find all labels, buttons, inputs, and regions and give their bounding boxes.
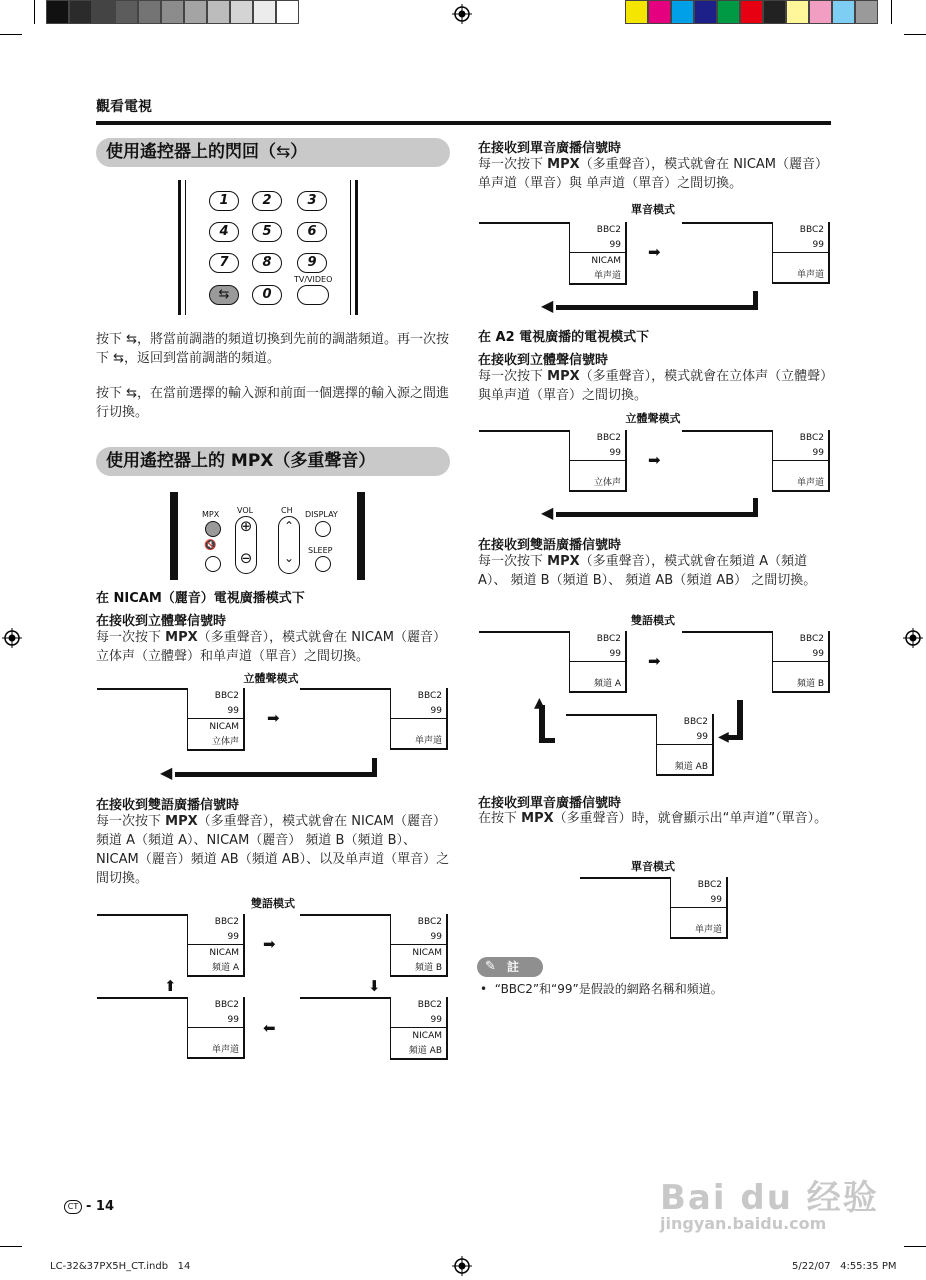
nicam-heading: 在 NICAM（麗音）電視廣播模式下	[96, 591, 305, 606]
remote-edge	[170, 492, 178, 580]
remote-edge	[350, 180, 351, 315]
flashback-title: 使用遙控器上的閃回（	[106, 142, 276, 162]
arrow-left-icon: ⬅	[263, 1019, 276, 1037]
flashback-paragraph-2: 按下 ⇆，在當前選擇的輸入源和前面一個選擇的輸入源之間進行切換。	[96, 386, 450, 420]
tv-screen	[390, 997, 448, 1060]
tv-nicam: NICAM	[391, 1027, 446, 1043]
arrow-down-icon: ⬇	[368, 977, 381, 995]
diagram-line	[97, 688, 188, 690]
tv-network: BBC2	[697, 880, 722, 890]
tv-network: BBC2	[799, 634, 824, 644]
color-swatch	[207, 0, 230, 24]
tv-nicam: NICAM	[188, 718, 243, 734]
tv-channel: 99	[710, 895, 722, 905]
diagram-line	[479, 222, 570, 224]
tv-channel: 99	[227, 1015, 239, 1025]
diagram-line	[682, 631, 773, 633]
tv-network: BBC2	[214, 691, 239, 701]
remote-edge	[185, 180, 186, 315]
tv-screen	[390, 914, 448, 977]
display-button[interactable]	[315, 521, 331, 537]
tv-mode: 頻道 A	[570, 661, 625, 691]
tv-screen	[656, 714, 714, 776]
text-run: （多重聲音），模式就會在頻道 A（頻道 A）、 頻道 B（頻道 B）、 頻道 AB（頻道 AB） 之間切換。	[478, 554, 817, 588]
tv-screen	[670, 877, 728, 939]
text-run: （多重聲音），模式就會在 NICAM（麗音）单声道（單音）與 单声道（單音）之間切換。	[478, 157, 829, 191]
flashback-title-pill	[96, 138, 450, 167]
a2-bilingual-heading: 在接收到雙語廣播信號時	[478, 538, 622, 553]
vol-rocker[interactable]	[235, 516, 257, 574]
mode-title: 立體聲模式	[625, 412, 681, 425]
tv-screen	[772, 222, 830, 284]
mpx-keyword: MPX	[521, 811, 554, 826]
color-swatch	[184, 0, 207, 24]
tv-mode: 頻道 AB	[657, 744, 712, 774]
return-arrow-bar	[556, 512, 758, 517]
tv-channel: 99	[430, 932, 442, 942]
tv-mode: 立体声	[211, 737, 239, 747]
tv-channel: 99	[227, 706, 239, 716]
a2-stereo-heading: 在接收到立體聲信號時	[478, 353, 609, 368]
file-name: LC-32&37PX5H_CT.indb 14	[50, 1261, 191, 1272]
mode-title: 單音模式	[631, 203, 675, 216]
flashback-key[interactable]: ⇆	[209, 285, 239, 305]
a2-stereo-paragraph	[478, 367, 833, 405]
tv-mode: 单声道	[671, 907, 726, 937]
diagram-line	[300, 688, 391, 690]
mpx-keyword: MPX	[165, 630, 198, 645]
remote-edge	[178, 180, 181, 315]
tv-network: BBC2	[417, 691, 442, 701]
arrow-right-icon: ➡	[263, 935, 276, 953]
mode-title: 單音模式	[631, 860, 675, 873]
key-2[interactable]: 2	[252, 191, 282, 211]
arrow-up-icon: ⬆	[164, 977, 177, 995]
return-arrow-bar	[175, 772, 377, 777]
registration-mark-icon	[2, 628, 22, 648]
key-6[interactable]: 6	[297, 222, 327, 242]
mono-heading: 在接收到單音廣播信號時	[478, 141, 622, 156]
tv-screen	[187, 688, 245, 751]
text-run: 每一次按下	[96, 630, 166, 645]
mpx-keyword: MPX	[547, 157, 580, 172]
color-swatch	[763, 0, 786, 24]
text-run: 在按下	[478, 811, 522, 826]
mpx-title: 使用遙控器上的 MPX（多重聲音）	[106, 451, 376, 471]
nicam-bilingual-paragraph	[96, 812, 454, 888]
tv-channel: 99	[430, 1015, 442, 1025]
key-7[interactable]: 7	[209, 253, 239, 273]
flashback-title-close: ）	[290, 142, 308, 162]
mono-paragraph	[478, 155, 833, 193]
flashback-paragraph-1: 按下 ⇆，將當前調諧的頻道切換到先前的調諧頻道。再一次按下 ⇆，返回到當前調諧的頻道。	[96, 332, 450, 366]
tv-network: BBC2	[214, 1000, 239, 1010]
note-label: 註	[507, 960, 520, 974]
color-swatch	[161, 0, 184, 24]
crop-mark	[891, 0, 892, 24]
remote-edge	[355, 180, 358, 315]
tv-screen	[569, 430, 627, 492]
return-arrow-bar	[556, 305, 758, 310]
arrow-right-icon: ➡	[648, 451, 661, 469]
tv-channel: 99	[812, 240, 824, 250]
return-arrow-bar	[372, 758, 377, 777]
key-3[interactable]: 3	[297, 191, 327, 211]
tv-channel: 99	[609, 240, 621, 250]
mpx-keyword: MPX	[547, 369, 580, 384]
tv-nicam: NICAM	[570, 252, 625, 268]
diagram-line	[479, 430, 570, 432]
color-swatch	[69, 0, 92, 24]
tv-channel: 99	[609, 649, 621, 659]
tv-mode: 頻道 B	[414, 963, 442, 973]
note-text: • “BBC2”和“99”是假設的網路名稱和頻道。	[480, 982, 723, 996]
arrow-right-icon: ➡	[648, 652, 661, 670]
tv-screen	[390, 688, 448, 750]
text-run: （多重聲音），模式就會在 NICAM（麗音） 頻道 A（頻道 A）、NICAM（麗音） 頻道 B（頻道 B）、NICAM（麗音）頻道 AB（頻道 AB）、以及单声道（單音）之間切換。	[96, 814, 450, 886]
note-body: “BBC2”和“99”是假設的網路名稱和頻道。	[494, 982, 723, 996]
mpx-keyword: MPX	[165, 814, 198, 829]
tv-screen	[187, 997, 245, 1059]
flashback-icon: ⇆	[276, 142, 291, 162]
registration-mark-icon	[452, 1256, 472, 1276]
color-swatch	[786, 0, 809, 24]
color-swatch	[92, 0, 115, 24]
color-swatch	[694, 0, 717, 24]
return-arrow-bar	[753, 498, 758, 517]
tv-mode: 单声道	[188, 1027, 243, 1057]
remote-edge	[357, 492, 365, 580]
note-tab	[477, 957, 543, 977]
arrow-right-icon: ➡	[267, 709, 280, 727]
paperclip-icon: ✎	[485, 959, 496, 974]
up-arrow-bar	[539, 738, 555, 743]
tv-mode: 頻道 B	[773, 661, 828, 691]
tv-channel: 99	[812, 448, 824, 458]
tv-network: BBC2	[799, 225, 824, 235]
color-swatch	[671, 0, 694, 24]
nicam-stereo-heading: 在接收到立體聲信號時	[96, 614, 227, 629]
color-swatch	[625, 0, 648, 24]
watermark-url: jingyan.baidu.com	[660, 1214, 827, 1233]
arrow-left-icon: ◀	[541, 503, 554, 522]
arrow-right-icon: ➡	[648, 243, 661, 261]
text-run: 每一次按下	[478, 157, 548, 172]
mode-title: 雙語模式	[251, 897, 295, 910]
section-title: 觀看電視	[96, 99, 152, 115]
tv-screen	[569, 222, 627, 285]
tv-screen	[772, 430, 830, 492]
text-run: 每一次按下	[96, 814, 166, 829]
crop-mark	[34, 0, 35, 24]
registration-mark-icon	[452, 4, 472, 24]
key-1[interactable]: 1	[209, 191, 239, 211]
color-swatch	[809, 0, 832, 24]
ch-up-icon: ⌃	[283, 519, 295, 533]
tv-network: BBC2	[214, 917, 239, 927]
tv-mode: 单声道	[773, 460, 828, 490]
tv-channel: 99	[227, 932, 239, 942]
tv-mode: 单声道	[391, 718, 446, 748]
text-run: （多重聲音），模式就會在立体声（立體聲）與单声道（單音）之間切換。	[478, 369, 827, 403]
mpx-label: MPX	[202, 510, 220, 519]
diagram-line	[97, 997, 188, 999]
tv-channel: 99	[430, 706, 442, 716]
a2-mono-paragraph	[478, 809, 833, 828]
diagram-line	[682, 222, 773, 224]
key-5[interactable]: 5	[252, 222, 282, 242]
a2-heading: 在 A2 電視廣播的電視模式下	[478, 330, 650, 345]
language-badge: CT	[64, 1200, 82, 1214]
tv-network: BBC2	[596, 225, 621, 235]
tv-network: BBC2	[596, 433, 621, 443]
arrow-up-icon: ▲	[534, 695, 545, 711]
tv-screen	[772, 631, 830, 693]
mute-icon: 🔇	[204, 540, 217, 551]
text-run: 每一次按下	[478, 554, 548, 569]
mpx-title-pill	[96, 447, 450, 476]
return-arrow-bar	[753, 291, 758, 310]
nicam-stereo-paragraph	[96, 628, 454, 666]
tv-video-label: TV/VIDEO	[294, 275, 333, 284]
key-4[interactable]: 4	[209, 222, 239, 242]
ch-label: CH	[281, 506, 293, 515]
page-number: - 14	[86, 1199, 115, 1214]
tv-video-key[interactable]	[297, 285, 329, 305]
arrow-left-icon: ◀	[541, 296, 554, 315]
tv-nicam: NICAM	[188, 944, 243, 960]
vol-minus-icon: ⊖	[239, 549, 253, 567]
diagram-line	[566, 714, 657, 716]
diagram-line	[97, 914, 188, 916]
tv-network: BBC2	[417, 1000, 442, 1010]
sleep-label: SLEEP	[308, 546, 333, 555]
arrow-left-icon: ◀	[718, 729, 729, 745]
key-8[interactable]: 8	[252, 253, 282, 273]
diagram-line	[300, 914, 391, 916]
tv-mode: 頻道 A	[211, 963, 239, 973]
crop-mark	[904, 34, 926, 35]
color-swatch	[46, 0, 69, 24]
registration-mark-icon	[903, 628, 923, 648]
color-swatch	[648, 0, 671, 24]
vol-label: VOL	[237, 506, 254, 515]
tv-channel: 99	[609, 448, 621, 458]
a2-bilingual-paragraph	[478, 552, 833, 590]
tv-nicam: NICAM	[391, 944, 446, 960]
crop-mark	[904, 1246, 926, 1247]
color-swatch	[115, 0, 138, 24]
diagram-line	[580, 877, 671, 879]
color-swatch	[138, 0, 161, 24]
color-swatch	[253, 0, 276, 24]
display-label: DISPLAY	[305, 510, 338, 519]
diagram-line	[682, 430, 773, 432]
color-swatch	[276, 0, 299, 24]
mode-title: 雙語模式	[631, 614, 675, 627]
mpx-keyword: MPX	[547, 554, 580, 569]
color-swatch	[230, 0, 253, 24]
color-swatch	[832, 0, 855, 24]
diagram-line	[479, 631, 570, 633]
a2-mono-heading: 在接收到單音廣播信號時	[478, 796, 622, 811]
tv-mode: 单声道	[593, 271, 621, 281]
text-run: 每一次按下	[478, 369, 548, 384]
tv-mode: 单声道	[773, 252, 828, 282]
color-swatch	[740, 0, 763, 24]
ch-rocker[interactable]	[278, 516, 300, 574]
vol-plus-icon: ⊕	[239, 517, 253, 535]
ch-down-icon: ⌄	[283, 551, 295, 565]
arrow-left-icon: ◀	[160, 763, 173, 782]
tv-network: BBC2	[683, 717, 708, 727]
watermark-brand: Bai du 经验	[660, 1178, 879, 1218]
header-rule	[96, 121, 831, 125]
key-9[interactable]: 9	[297, 253, 327, 273]
tv-network: BBC2	[596, 634, 621, 644]
tv-network: BBC2	[417, 917, 442, 927]
diagram-line	[300, 997, 391, 999]
tv-mode: 頻道 AB	[408, 1046, 442, 1056]
tv-channel: 99	[812, 649, 824, 659]
mute-button[interactable]	[205, 556, 221, 572]
text-run: （多重聲音），模式就會在 NICAM（麗音）立体声（立體聲）和单声道（單音）之間切換。	[96, 630, 447, 664]
tv-screen	[569, 631, 627, 693]
tv-screen	[187, 914, 245, 977]
nicam-bilingual-heading: 在接收到雙語廣播信號時	[96, 798, 240, 813]
return-arrow-bar	[728, 735, 743, 740]
mpx-button[interactable]	[205, 521, 221, 537]
color-swatch	[717, 0, 740, 24]
crop-mark	[0, 34, 22, 35]
sleep-button[interactable]	[315, 556, 331, 572]
timestamp: 5/22/07 4:55:35 PM	[792, 1261, 897, 1272]
mode-title: 立體聲模式	[243, 672, 299, 685]
key-0[interactable]: 0	[252, 285, 282, 305]
color-swatch	[855, 0, 878, 24]
text-run: （多重聲音）時，就會顯示出“单声道”（單音）。	[553, 811, 828, 826]
return-arrow-bar	[737, 700, 743, 740]
tv-mode: 立体声	[570, 460, 625, 490]
crop-mark	[0, 1246, 22, 1247]
tv-channel: 99	[696, 732, 708, 742]
tv-network: BBC2	[799, 433, 824, 443]
